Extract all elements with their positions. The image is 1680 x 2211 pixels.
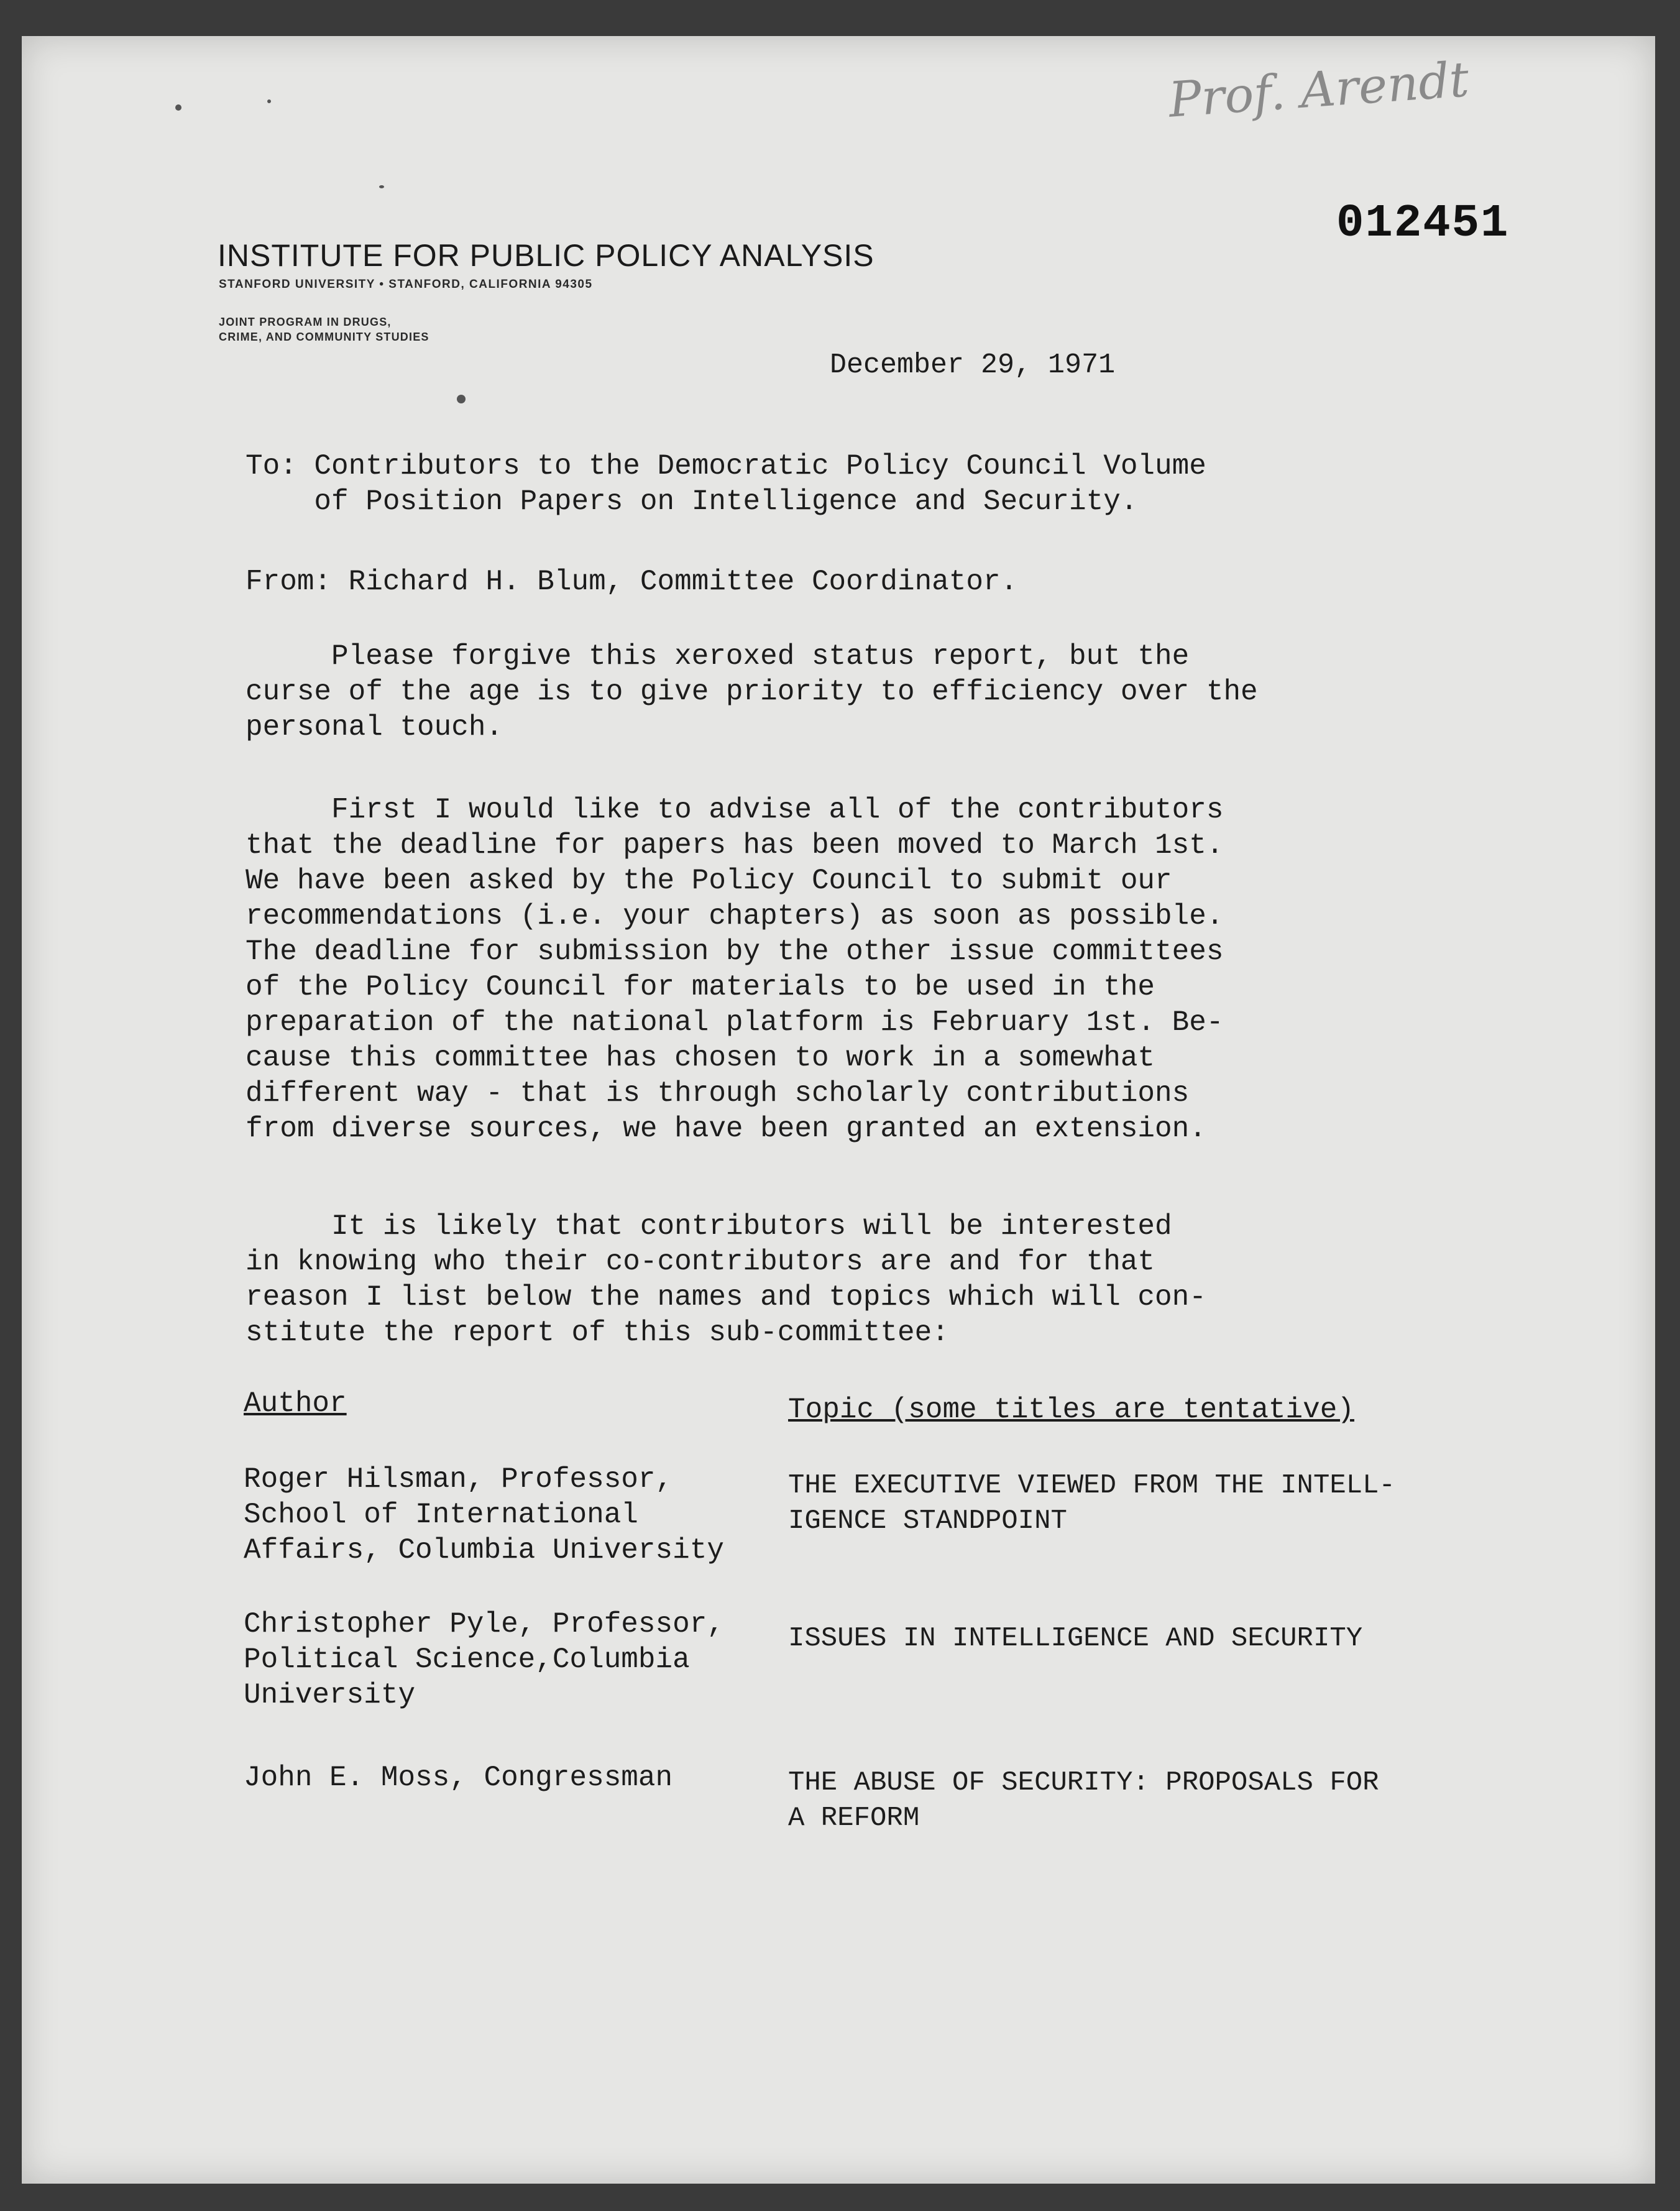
scan-speck [267,99,271,103]
author-entry: Roger Hilsman, Professor, School of International Affairs, Columbia University [244,1463,724,1566]
author-column-header: Author [244,1387,347,1420]
from-line: From: Richard H. Blum, Committee Coordinator. [246,566,1018,598]
author-entry: Christopher Pyle, Professor, Political Science,Columbia University [244,1608,724,1711]
letterhead-program-line: CRIME, AND COMMUNITY STUDIES [219,331,429,343]
letterhead-program-line: JOINT PROGRAM IN DRUGS, [219,316,392,328]
topic-column-header: Topic (some titles are tentative) [788,1394,1354,1426]
topic-entry: THE EXECUTIVE VIEWED FROM THE INTELL- IGENCE STANDPOINT [788,1470,1395,1537]
scan-speck [175,104,181,111]
letter-date: December 29, 1971 [830,349,1116,381]
to-line: To: Contributors to the Democratic Policy Council Volume of Position Papers on Intelligence and Security. [246,450,1206,518]
paragraph-1: Please forgive this xeroxed status report, but the curse of the age is to give priority to efficiency over the personal touch. [246,640,1258,743]
letterhead-program [219,315,567,344]
document-number: 012451 [1336,198,1510,250]
topic-entry: ISSUES IN INTELLIGENCE AND SECURITY [788,1623,1363,1654]
scan-speck [457,395,466,403]
author-entry: John E. Moss, Congressman [244,1762,673,1794]
handwritten-annotation: Prof. Arendt [1167,52,1471,129]
scan-speck [379,185,384,188]
letterhead-address: STANFORD UNIVERSITY • STANFORD, CALIFORNIA 94305 [219,278,593,291]
paragraph-2: First I would like to advise all of the contributors that the deadline for papers has been moved to March 1st. We have been asked by the Policy Council to submit our recommendations (i.e. your chapters) as soon as possible. The deadline for submission by the other issue committees of the Policy Council for materials to be used in the preparation of the national platform is February 1st. Be- cause this committee has chosen to work in a somewhat different way - that is through scholarly contributions from diverse sources, we have been granted an extension. [246,794,1224,1145]
letterhead-title: INSTITUTE FOR PUBLIC POLICY ANALYSIS [218,238,874,273]
paragraph-3: It is likely that contributors will be interested in knowing who their co-contributors are and for that reason I list below the names and topics which will con- stitute the report of this sub-committee: [246,1210,1206,1349]
topic-entry: THE ABUSE OF SECURITY: PROPOSALS FOR A REFORM [788,1767,1379,1834]
